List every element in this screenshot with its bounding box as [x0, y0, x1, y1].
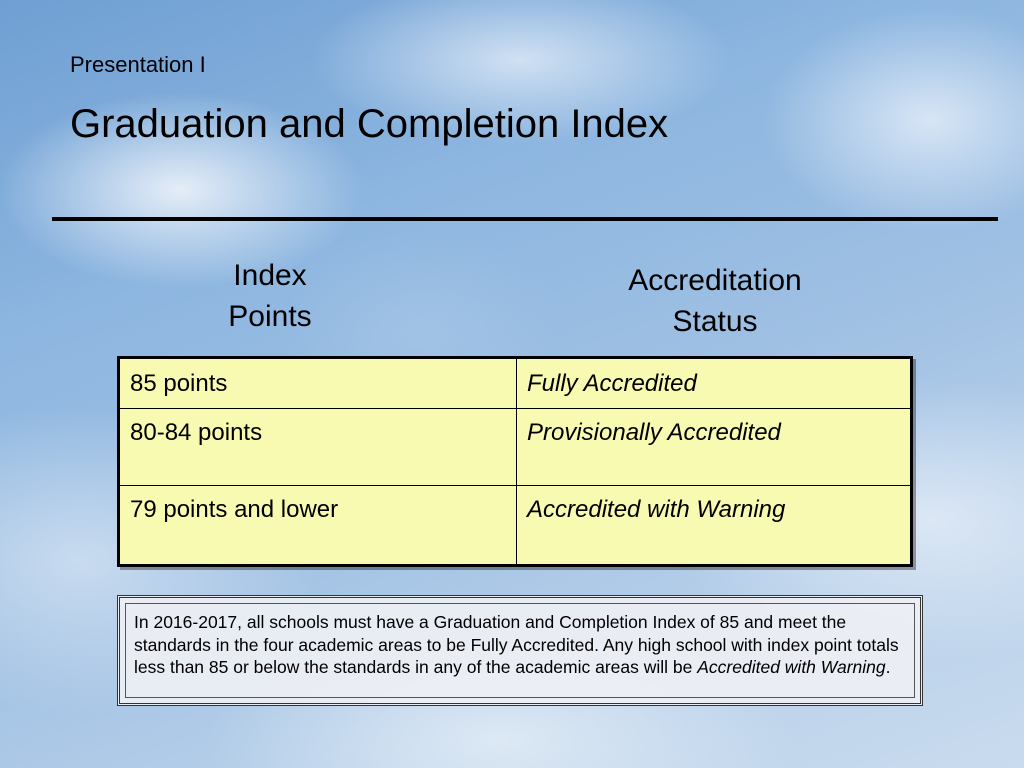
index-points-cell: 80-84 points	[119, 409, 517, 486]
accreditation-table	[117, 356, 913, 567]
accreditation-status-cell: Accredited with Warning	[517, 486, 912, 566]
accreditation-note-text	[125, 603, 915, 698]
column-header-accreditation-status-line-2: Status	[672, 305, 758, 338]
presentation-label: Presentation I	[70, 52, 206, 77]
title-divider	[52, 217, 998, 221]
table-row	[119, 358, 912, 409]
table-row	[119, 409, 912, 486]
column-header-accreditation-status	[600, 260, 830, 342]
note-body: In 2016-2017, all schools must have a Graduation and Completion Index of 85 and meet the standards in the four academic areas to be Fully Accredited. Any high school with index point totals less than 85 or below the standards in any of the academic areas will be	[134, 612, 899, 677]
index-points-cell: 79 points and lower	[119, 486, 517, 566]
table-row	[119, 486, 912, 566]
column-header-index-points	[200, 255, 340, 337]
column-header-accreditation-status-line-1: Accreditation	[628, 264, 802, 297]
column-header-index-points-line-2: Points	[228, 300, 312, 333]
index-points-cell: 85 points	[119, 358, 517, 409]
slide-title: Graduation and Completion Index	[70, 102, 669, 146]
note-emphasis: Accredited with Warning	[697, 657, 886, 677]
note-end: .	[885, 657, 891, 677]
accreditation-note-box	[117, 595, 923, 706]
accreditation-status-cell: Fully Accredited	[517, 358, 912, 409]
column-header-index-points-line-1: Index	[233, 259, 307, 292]
accreditation-status-cell: Provisionally Accredited	[517, 409, 912, 486]
